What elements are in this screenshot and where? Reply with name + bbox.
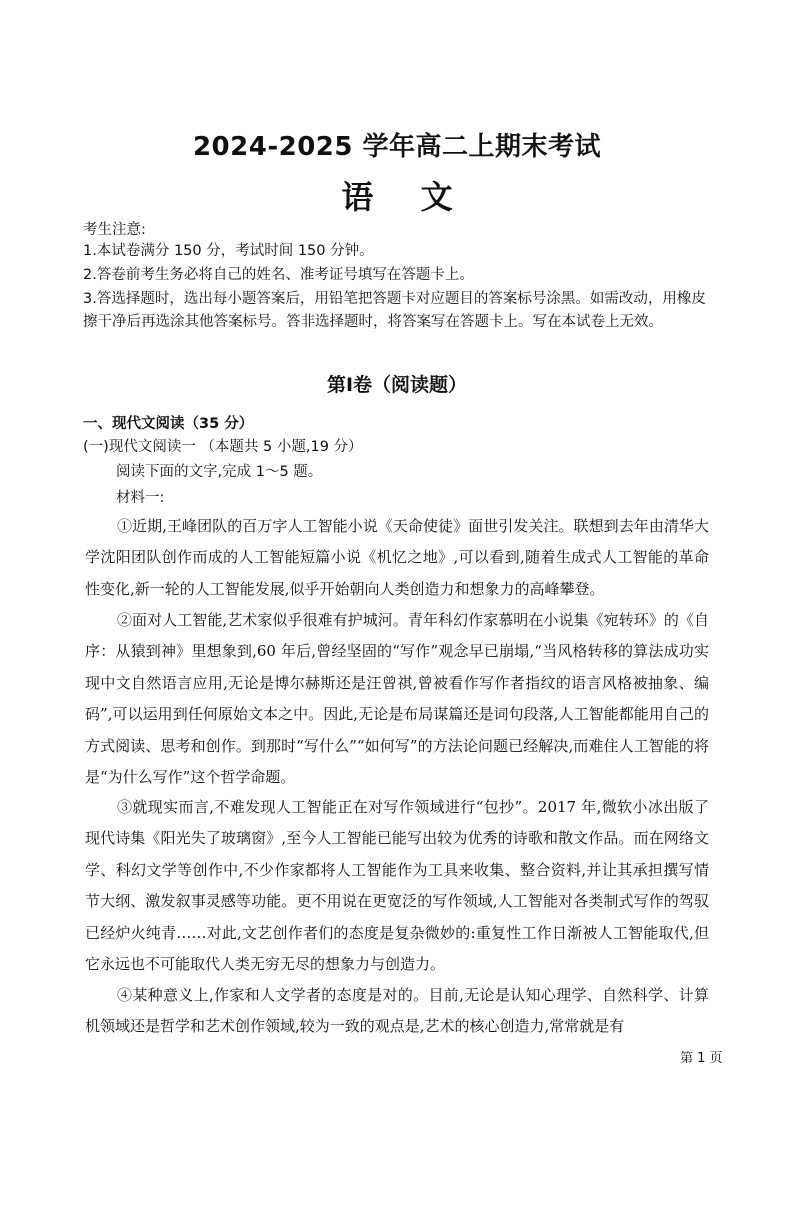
paragraph-3: ③就现实而言,不难发现人工智能正在对写作领域进行“包抄”。2017 年,微软小冰出版了现代诗集《阳光失了玻璃窗》,至今人工智能已能写出较为优秀的诗歌和散文作品。而在网络文学、科幻文学等创作中,不少作家都将人工智能作为工具来收集、整合资料,并让其承担撰写情节大纲、激发叙事灵感等功能。更不用说在更宽泛的写作领域,人工智能对各类制式写作的驾驭已经炉火纯青……对此,文艺创作者们的态度是复杂微妙的:重复性工作日渐被人工智能取代,但它永远也不可能取代人类无穷无尽的想象力与创造力。 (85, 798, 709, 974)
part-heading: 一、现代文阅读（35 分） (83, 416, 254, 432)
reading-instruction: 阅读下面的文字,完成 1～5 题。 (116, 464, 323, 480)
subpart-heading: (一)现代文阅读一 （本题共 5 小题,19 分） (83, 439, 363, 455)
paragraph-1: ①近期,王峰团队的百万字人工智能小说《天命使徒》面世引发关注。联想到去年由清华大学沈阳团队创作而成的人工智能短篇小说《机忆之地》,可以看到,随着生成式人工智能的革命性变化,新一轮的人工智能发展,似乎开始朝向人类创造力和想象力的高峰攀登。 (85, 517, 709, 598)
section-title: 第Ⅰ卷（阅读题） (326, 374, 468, 396)
paragraph-2: ②面对人工智能,艺术家似乎很难有护城河。青年科幻作家慕明在小说集《宛转环》的《自序：从猿到神》里想象到,60 年后,曾经坚固的“写作”观念早已崩塌,“当风格转移的算法成功实现中文自然语言应用,无论是博尔赫斯还是汪曾祺,曾被看作写作者指纹的语言风格被抽象、编码”,可以运用到任何原始文本之中。因此,无论是布局谋篇还是词句段落,人工智能都能用自己的方式阅读、思考和创作。到那时“写什么”“如何写”的方法论问题已经解决,而难住人工智能的将是“为什么写作”这个哲学命题。 (85, 611, 709, 787)
page-number: 第 1 页 (680, 1051, 723, 1066)
paragraph-4: ④某种意义上,作家和人文学者的态度是对的。目前,无论是认知心理学、自然科学、计算机领域还是哲学和艺术创作领域,较为一致的观点是,艺术的核心创造力,常常就是有 (85, 986, 709, 1036)
notice-item-2: 2.答卷前考生务必将自己的姓名、准考证号填写在答题卡上。 (83, 267, 474, 283)
subject-title: 语 文 (341, 178, 453, 216)
notice-item-3: 3.答选择题时，选出每小题答案后，用铅笔把答题卡对应题目的答案标号涂黑。如需改动，用橡皮擦干净后再选涂其他答案标号。答非选择题时，将答案写在答题卡上。写在本试卷上无效。 (83, 291, 706, 330)
exam-title: 2024-2025 学年高二上期末考试 (192, 132, 602, 162)
material-label: 材料一: (116, 490, 165, 506)
notice-item-1: 1.本试卷满分 150 分，考试时间 150 分钟。 (83, 243, 374, 259)
notice-heading: 考生注意: (83, 222, 146, 238)
